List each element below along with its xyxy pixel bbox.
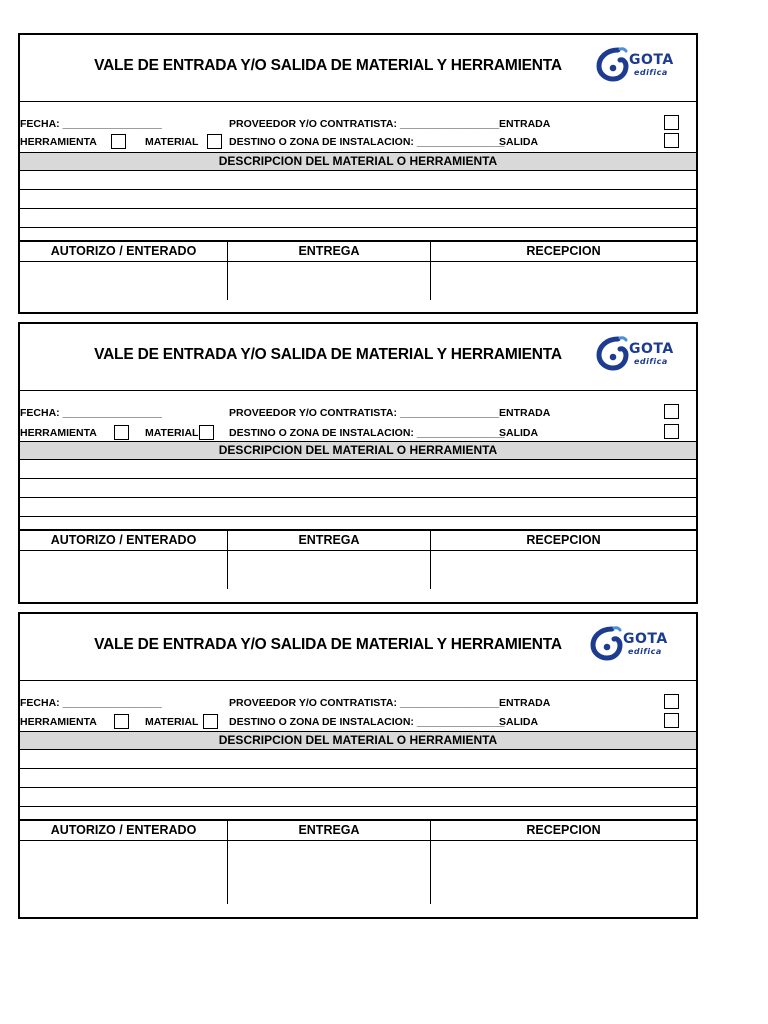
description-line[interactable] xyxy=(20,209,696,228)
voucher-title: VALE DE ENTRADA Y/O SALIDA DE MATERIAL Y HERRAMIENTA xyxy=(94,57,562,74)
entrada-label: ENTRADA xyxy=(499,697,551,709)
salida-label: SALIDA xyxy=(499,716,539,728)
herramienta-checkbox[interactable] xyxy=(111,134,126,149)
signature-box-autorizo[interactable] xyxy=(20,551,228,589)
signature-box-recepcion[interactable] xyxy=(431,262,696,300)
description-header: DESCRIPCION DEL MATERIAL O HERRAMIENTA xyxy=(20,442,696,460)
description-line[interactable] xyxy=(20,807,696,821)
herramienta-label: HERRAMIENTA xyxy=(20,136,97,148)
signature-box-recepcion[interactable] xyxy=(431,551,696,589)
signature-box-recepcion[interactable] xyxy=(431,841,696,904)
gota-logo xyxy=(596,46,678,84)
herramienta-label: HERRAMIENTA xyxy=(20,716,97,728)
signature-box-autorizo[interactable] xyxy=(20,262,228,300)
signature-box-entrega[interactable] xyxy=(228,551,431,589)
fecha-field[interactable]: FECHA: _________________ xyxy=(20,697,162,709)
signature-label-entrega: ENTREGA xyxy=(228,242,431,261)
signature-label-autorizo: AUTORIZO / ENTERADO xyxy=(20,821,228,840)
signature-label-entrega: ENTREGA xyxy=(228,531,431,550)
description-line[interactable] xyxy=(20,750,696,769)
material-label: MATERIAL xyxy=(145,427,199,439)
logo-subtitle: edifica xyxy=(634,68,668,77)
signature-box-entrega[interactable] xyxy=(228,841,431,904)
salida-label: SALIDA xyxy=(499,427,539,439)
description-line[interactable] xyxy=(20,228,696,242)
logo-name: GOTA xyxy=(623,631,668,647)
voucher-title: VALE DE ENTRADA Y/O SALIDA DE MATERIAL Y HERRAMIENTA xyxy=(94,636,562,653)
salida-checkbox[interactable] xyxy=(664,133,679,148)
signature-box-entrega[interactable] xyxy=(228,262,431,300)
entrada-checkbox[interactable] xyxy=(664,404,679,419)
gota-drop-icon xyxy=(596,46,630,82)
description-header: DESCRIPCION DEL MATERIAL O HERRAMIENTA xyxy=(20,732,696,750)
voucher-title: VALE DE ENTRADA Y/O SALIDA DE MATERIAL Y HERRAMIENTA xyxy=(94,346,562,363)
gota-logo xyxy=(590,625,672,663)
description-line[interactable] xyxy=(20,171,696,190)
description-line[interactable] xyxy=(20,498,696,517)
proveedor-field[interactable]: PROVEEDOR Y/O CONTRATISTA: _________________ xyxy=(229,118,500,130)
proveedor-field[interactable]: PROVEEDOR Y/O CONTRATISTA: _________________ xyxy=(229,407,500,419)
signature-header-row xyxy=(20,531,696,551)
logo-subtitle: edifica xyxy=(634,357,668,366)
description-header: DESCRIPCION DEL MATERIAL O HERRAMIENTA xyxy=(20,153,696,171)
salida-label: SALIDA xyxy=(499,136,539,148)
logo-name: GOTA xyxy=(629,52,674,68)
signature-body-row xyxy=(20,262,696,300)
salida-checkbox[interactable] xyxy=(664,424,679,439)
logo-subtitle: edifica xyxy=(628,647,662,656)
herramienta-checkbox[interactable] xyxy=(114,425,129,440)
signature-label-autorizo: AUTORIZO / ENTERADO xyxy=(20,531,228,550)
destino-field[interactable]: DESTINO O ZONA DE INSTALACION: _______________ xyxy=(229,716,505,728)
voucher-fields xyxy=(20,391,696,442)
gota-logo xyxy=(596,335,678,373)
signature-body-row xyxy=(20,841,696,904)
voucher-header xyxy=(20,324,696,391)
signature-header-row xyxy=(20,242,696,262)
herramienta-checkbox[interactable] xyxy=(114,714,129,729)
description-line[interactable] xyxy=(20,788,696,807)
fecha-field[interactable]: FECHA: _________________ xyxy=(20,118,162,130)
signature-label-recepcion: RECEPCION xyxy=(526,823,601,837)
signature-label-recepcion: RECEPCION xyxy=(526,533,601,547)
voucher-1 xyxy=(18,33,698,314)
salida-checkbox[interactable] xyxy=(664,713,679,728)
entrada-checkbox[interactable] xyxy=(664,115,679,130)
entrada-label: ENTRADA xyxy=(499,407,551,419)
proveedor-field[interactable]: PROVEEDOR Y/O CONTRATISTA: _________________ xyxy=(229,697,500,709)
material-label: MATERIAL xyxy=(145,136,199,148)
description-line[interactable] xyxy=(20,769,696,788)
signature-body-row xyxy=(20,551,696,589)
destino-field[interactable]: DESTINO O ZONA DE INSTALACION: _______________ xyxy=(229,136,505,148)
destino-field[interactable]: DESTINO O ZONA DE INSTALACION: _______________ xyxy=(229,427,505,439)
voucher-header xyxy=(20,35,696,102)
gota-drop-icon xyxy=(596,335,630,371)
gota-drop-icon xyxy=(590,625,624,661)
logo-name: GOTA xyxy=(629,341,674,357)
signature-label-recepcion: RECEPCION xyxy=(526,244,601,258)
material-checkbox[interactable] xyxy=(199,425,214,440)
voucher-2 xyxy=(18,322,698,604)
signature-box-autorizo[interactable] xyxy=(20,841,228,904)
entrada-checkbox[interactable] xyxy=(664,694,679,709)
description-line[interactable] xyxy=(20,479,696,498)
signature-label-autorizo: AUTORIZO / ENTERADO xyxy=(20,242,228,261)
material-checkbox[interactable] xyxy=(203,714,218,729)
signature-label-entrega: ENTREGA xyxy=(228,821,431,840)
voucher-header xyxy=(20,614,696,681)
fecha-field[interactable]: FECHA: _________________ xyxy=(20,407,162,419)
voucher-3 xyxy=(18,612,698,919)
description-line[interactable] xyxy=(20,517,696,531)
herramienta-label: HERRAMIENTA xyxy=(20,427,97,439)
voucher-fields xyxy=(20,681,696,732)
entrada-label: ENTRADA xyxy=(499,118,551,130)
material-checkbox[interactable] xyxy=(207,134,222,149)
description-line[interactable] xyxy=(20,460,696,479)
material-label: MATERIAL xyxy=(145,716,199,728)
description-line[interactable] xyxy=(20,190,696,209)
signature-header-row xyxy=(20,821,696,841)
voucher-fields xyxy=(20,102,696,153)
